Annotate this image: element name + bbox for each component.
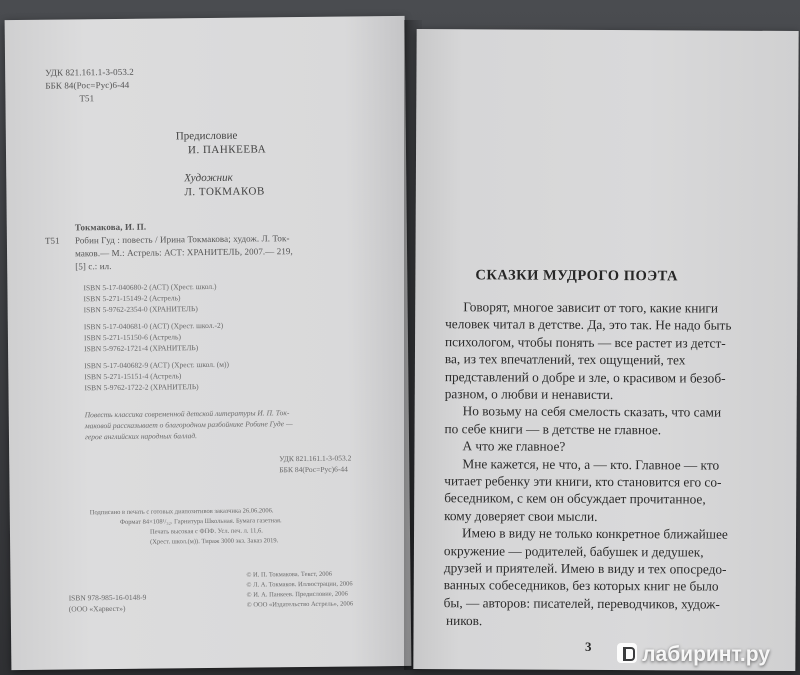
text-line: окружение — родителей, бабушек и дедушек, [443,542,704,560]
labirint-watermark [617,643,770,667]
isbn-line: ISBN 5-9762-2354-0 (ХРАНИТЕЛЬ) [83,304,198,315]
isbn-line: ISBN 5-17-040681-0 (АСТ) (Хрест. школ.-2) [83,320,224,332]
text-line: бы, — авторов: писателей, переводчиков, худож- [443,594,720,612]
text-line: Но возьму на себя смелость сказать, что сами [462,403,722,420]
text-line: кому доверяет свои мысли. [444,507,598,524]
isbn-line: ISBN 5-17-040680-2 (АСТ) (Хрест. школ.) [83,281,217,293]
text-line: Говорят, многое зависит от того, какие книги [463,299,719,316]
copyright-line: © И. П. Токмакова. Текст, 2006 [246,570,333,579]
copyright-line: © ООО «Издательство Астрель», 2006 [246,600,354,609]
imprint-line: (Хрест. школ.(м)). Тираж 3000 экз. Заказ 2019. [150,537,279,546]
biblio-line-2: маков.— М.: Астрель: АСТ: ХРАНИТЕЛЬ, 2007.— 219, [75,246,293,259]
bbk-code-bottom: ББК 84(Рос=Рус)6-44 [279,464,348,475]
author-code-top: Т51 [79,93,95,104]
artist-label: Художник [184,171,233,185]
isbn-line: ISBN 5-9762-1721-4 (ХРАНИТЕЛЬ) [84,343,199,354]
imprint-line: Подписано в печать с готовых диапозитивов заказчика 26.06.2006. [89,507,274,517]
imprint-line: Формат 84×108¹/₃₂. Гарнитура Школьная. Бумага газетная. [119,517,282,526]
left-page [5,16,412,670]
text-line: психологом, чтобы понять — все растет из детст- [445,333,726,351]
biblio-line-1: Робин Гуд : повесть / Ирина Токмакова; худож. Л. Ток- [74,233,290,246]
labirint-logo-icon [617,643,637,663]
text-line: представлений о добре и зле, о красивом и безоб- [444,368,726,386]
text-line: Мне кажется, не что, а — кто. Главное — кто [462,455,720,473]
chapter-title: СКАЗКИ МУДРОГО ПОЭТА [475,267,679,285]
text-line: разном, о любви и ненависти. [444,386,614,403]
text-line: ванных собеседников, без которых книг не было [443,577,719,594]
text-line: беседником, с кем он обсуждает прочитанное, [444,490,706,507]
preface-author: И. ПАНКЕЕВА [187,143,267,157]
udk-code-top: УДК 821.161.1-3-053.2 [45,66,134,78]
imprint-line: Печать высокая с ФПФ. Усл. печ. л. 11,6. [149,527,263,536]
biblio-line-3: [5] с.: ил. [75,261,112,272]
right-page [413,29,798,671]
isbn-line: ISBN 5-271-15150-6 (Астрель) [83,332,181,343]
isbn-line: ISBN 5-271-15151-4 (Астрель) [84,371,182,382]
watermark-text: лабиринт.ру [642,643,770,666]
text-line: человек читал в детстве. Да, это так. Не надо быть [445,316,732,334]
author-code-side: Т51 [44,235,60,246]
text-line: А что же главное? [462,438,566,454]
copyright-line: © И. А. Панкеев. Предисловие, 2006 [246,590,348,599]
text-line: читает ребенку эти книги, кто становится его со- [444,473,722,490]
text-line: друзей и приятелей. Имею в виду и тех опосредо- [443,560,727,577]
isbn-line: ISBN 5-271-15149-2 (Астрель) [83,293,181,304]
page-number: 3 [585,638,592,654]
text-line: по себе книги — в детстве не главное. [444,420,662,438]
isbn-bottom: ISBN 978-985-16-0148-9 [68,592,147,603]
artist-name: Л. ТОКМАКОВ [184,185,265,199]
isbn-line: ISBN 5-9762-1722-2 (ХРАНИТЕЛЬ) [84,382,199,393]
annotation-line: маковой рассказывает о благородном разбойнике Робине Гуде — [84,419,293,431]
text-line: ва, из тех впечатлений, тех ощущений, тех [444,351,686,368]
author-heading: Токмакова, И. П. [74,221,147,233]
udk-code-bottom: УДК 821.161.1-3-053.2 [279,453,352,464]
copyright-line: © Л. А. Токмаков. Иллюстрации, 2006 [246,580,353,589]
annotation-line: Повесть классика современной детской литературы И. П. Ток- [84,408,290,420]
isbn-line: ISBN 5-17-040682-9 (АСТ) (Хрест. школ. (м)) [84,359,230,371]
bbk-code-top: ББК 84(Рос=Рус)6-44 [45,79,130,91]
text-line: Имею в виду не только конкретное ближайшее [462,525,728,542]
annotation-line: герое английских народных баллад. [84,431,198,442]
text-line-last: ников. [445,613,483,629]
publisher-bottom: (ООО «Харвест») [68,603,126,614]
preface-label: Предисловие [175,129,238,143]
